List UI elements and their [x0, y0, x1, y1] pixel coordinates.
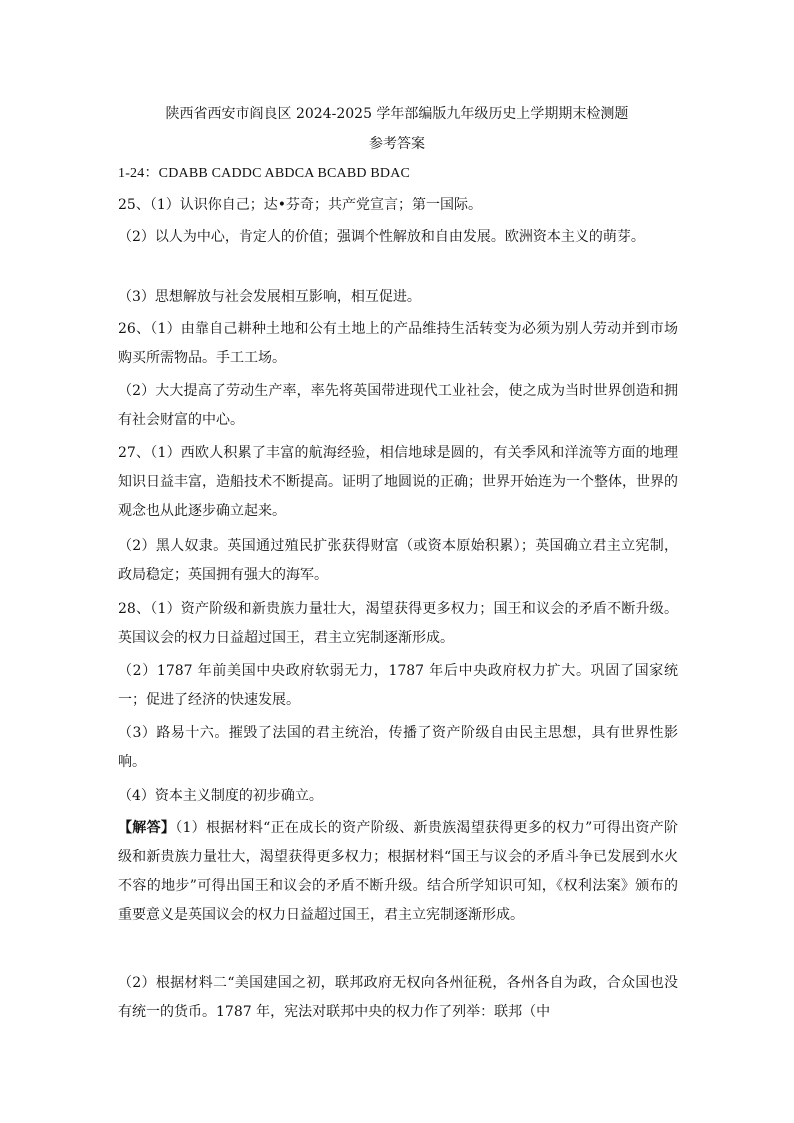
q28-part3: （3）路易十六。摧毁了法国的君主统治，传播了资产阶级自由民主思想，具有世界性影响。 [118, 725, 678, 770]
q26-part2: （2）大大提高了劳动生产率，率先将英国带进现代工业社会，使之成为当时世界创造和拥有社会财富的中心。 [118, 383, 678, 428]
q25-part1: 25、（1）认识你自己；达•芬奇；共产党宣言；第一国际。 [118, 197, 482, 213]
explanation-paragraph-1 [118, 814, 678, 930]
document-title: 陕西省西安市阎良区 2024-2025 学年部编版九年级历史上学期期末检测题 [165, 106, 629, 122]
q27-part1: 27、（1）西欧人积累了丰富的航海经验，相信地球是圆的，有关季风和洋流等方面的地理知识日益丰富，造船技术不断提高。证明了地圆说的正确；世界开始连为一个整体，世界的观念也从此逐步确立起来。 [118, 445, 678, 519]
explanation-paragraph-2: （2）根据材料二“美国建国之初，联邦政府无权向各州征税，各州各自为政，合众国也没有统一的货币。1787 年，宪法对联邦中央的权力作了列举：联邦（中 [118, 975, 678, 1020]
q28-part2: （2）1787 年前美国中央政府软弱无力，1787 年后中央政府权力扩大。巩固了国家统一；促进了经济的快速发展。 [118, 663, 678, 708]
choice-answers: 1-24：CDABB CADDC ABDCA BCABD BDAC [118, 166, 411, 181]
q25-part2: （2）以人为中心，肯定人的价值；强调个性解放和自由发展。欧洲资本主义的萌芽。 [118, 229, 645, 245]
q27-part2: （2）黑人奴隶。英国通过殖民扩张获得财富（或资本原始积累）；英国确立君主立宪制，政局稳定；英国拥有强大的海军。 [118, 538, 678, 583]
q28-part1: 28、（1）资产阶级和新贵族力量壮大，渴望获得更多权力；国王和议会的矛盾不断升级。英国议会的权力日益超过国王，君主立宪制逐渐形成。 [118, 601, 678, 646]
q28-part4: （4）资本主义制度的初步确立。 [118, 788, 323, 804]
explanation-label: 【解答】 [118, 820, 176, 836]
q26-part1: 26、（1）由靠自己耕种土地和公有土地上的产品维持生活转变为必须为别人劳动并到市场购买所需物品。手工工场。 [118, 321, 678, 366]
document-subtitle: 参考答案 [369, 136, 425, 152]
q25-part3: （3）思想解放与社会发展相互影响，相互促进。 [118, 289, 421, 305]
explanation-text-1: （1）根据材料“正在成长的资产阶级、新贵族渴望获得更多的权力”可得出资产阶级和新贵族力量壮大，渴望获得更多权力；根据材料“国王与议会的矛盾斗争已发展到水火不容的地步”可得出国王和议会的矛盾不断升级。结合所学知识可知，《权利法案》颁布的重要意义是英国议会的权力日益超过国王，君主立宪制逐渐形成。 [118, 820, 678, 923]
